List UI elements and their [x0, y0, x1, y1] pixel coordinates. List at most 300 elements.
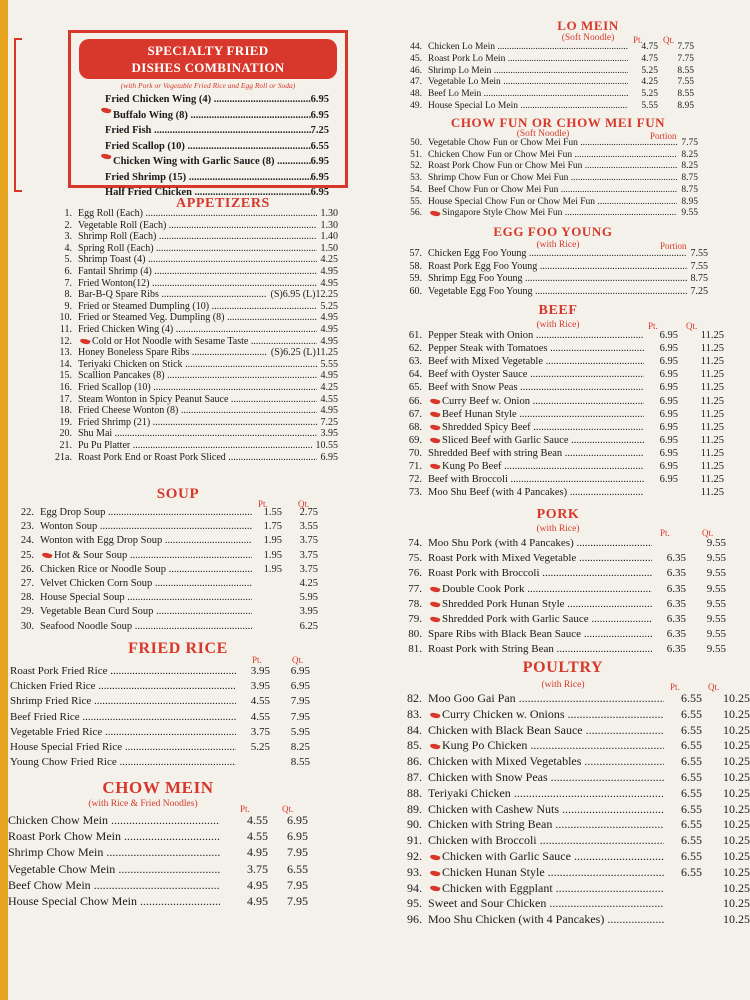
item-price-pint: 6.55 — [681, 785, 702, 800]
section-title-pork: PORK — [536, 507, 580, 522]
item-name-text: Roast Pork with Broccoli — [428, 567, 540, 580]
menu-item — [388, 486, 724, 499]
menu-item — [388, 786, 750, 802]
chili-pepper-icon — [429, 397, 440, 405]
menu-item — [388, 248, 708, 261]
item-name-text: Wonton with Egg Drop Soup — [40, 535, 163, 547]
item-number: 86. — [407, 754, 422, 769]
item-name — [428, 150, 677, 162]
chili-pepper-icon — [429, 423, 440, 431]
menu-item — [388, 723, 750, 739]
menu-item — [8, 620, 318, 634]
item-name-text: Vegetable Roll (Each) — [78, 219, 167, 231]
item-price-quart: 11.25 — [700, 434, 724, 446]
item-name — [428, 849, 664, 865]
item-price-quart: 11.25 — [700, 421, 724, 433]
item-price-pint: 4.25 — [641, 77, 658, 88]
item-price-pint: 6.55 — [681, 833, 702, 848]
combo-item-name: Fried Scallop (10) ..... — [105, 139, 311, 155]
item-number: 88. — [407, 785, 422, 800]
item-name-text: Pepper Steak with Onion — [428, 330, 534, 341]
item-name-text: Chicken Rice or Noodle Soup — [40, 563, 166, 575]
item-number: 4. — [64, 242, 72, 254]
item-price: 1.50 — [320, 242, 338, 254]
item-name-text: Velvet Chicken Corn Soup — [40, 578, 153, 589]
item-price: 6.95 — [320, 451, 338, 463]
item-name — [428, 447, 644, 460]
menu-item — [38, 405, 338, 417]
item-name — [40, 591, 252, 605]
item-number: 19. — [59, 416, 72, 428]
item-name-text: Sweet and Sour Chicken — [428, 896, 547, 911]
item-price: 10.55 — [315, 440, 338, 451]
item-number: 45. — [410, 53, 422, 64]
item-price-pint: 6.55 — [681, 754, 702, 769]
item-price-pint: 6.95 — [659, 382, 678, 394]
menu-item — [388, 865, 750, 881]
item-price: 9.55 — [681, 208, 698, 219]
menu-page — [8, 0, 750, 1000]
item-name-text: Chicken with Garlic Sauce — [442, 849, 571, 863]
item-price: 4.95 — [320, 266, 338, 277]
item-price-quart: 8.55 — [677, 89, 694, 100]
item-number: 57. — [409, 248, 422, 259]
item-number: 95. — [407, 896, 422, 911]
item-number: 75. — [408, 552, 422, 565]
item-number: 12. — [59, 335, 72, 347]
item-number: 52. — [410, 161, 422, 172]
item-price-quart: 11.25 — [700, 356, 724, 368]
item-name — [40, 620, 252, 634]
combo-subtitle: (with Pork or Vegetable Fried Rice and Egg Roll or Soda) — [120, 81, 296, 90]
item-price-pint: 5.25 — [641, 89, 658, 100]
item-number: 16. — [59, 382, 72, 393]
item-price-quart: 10.25 — [723, 691, 750, 705]
column-header-portion: Portion — [650, 131, 677, 141]
item-name-text: Moo Shu Pork (with 4 Pancakes) — [428, 537, 574, 549]
item-name-text: Moo Shu Chicken (with 4 Pancakes) — [428, 912, 605, 927]
column-header-portion: Portion — [660, 241, 687, 251]
item-name — [78, 301, 317, 313]
column-header-pt: Pt. — [240, 804, 250, 814]
column-header-pt: Pt. — [258, 499, 268, 509]
menu-item — [388, 566, 726, 581]
item-name-text: Cold or Hot Noodle with Sesame Taste — [92, 335, 249, 347]
menu-item — [388, 551, 726, 566]
item-price: 1.30 — [320, 219, 338, 231]
menu-item — [38, 359, 338, 371]
item-price-pint: 1.95 — [263, 549, 282, 561]
item-name-text: Sliced Beef with Garlic Sauce — [442, 434, 569, 446]
item-number: 80. — [408, 628, 422, 641]
item-price-quart: 11.25 — [700, 447, 724, 459]
section-title-chow_fun: CHOW FUN OR CHOW MEI FUN — [450, 115, 666, 130]
menu-item — [38, 324, 338, 336]
item-name — [428, 381, 644, 394]
item-number: 18. — [59, 405, 72, 417]
item-number: 6. — [64, 266, 72, 277]
item-price-pint: 6.95 — [659, 434, 678, 446]
section-subtitle-lo_mein: (Soft Noodle) — [561, 33, 615, 43]
item-price-quart: 6.95 — [287, 813, 308, 827]
chili-pepper-icon — [429, 209, 440, 217]
combo-item-name: Fried Chicken Wing (4) ..... — [105, 92, 311, 108]
item-price-quart: 11.25 — [700, 369, 724, 381]
item-price-pint: 6.55 — [681, 706, 702, 721]
item-name-text: House Special Chow Mein — [8, 894, 137, 908]
item-price-pint: 5.25 — [641, 65, 658, 76]
item-name — [40, 577, 252, 591]
item-name — [428, 786, 664, 802]
item-number: 96. — [407, 912, 422, 927]
combo-item-price: 7.25 — [310, 125, 329, 136]
item-name-text: Beef with Broccoli — [428, 474, 508, 486]
item-number: 91. — [407, 833, 422, 848]
item-price-quart: 11.25 — [700, 382, 724, 394]
item-price-pint: 6.55 — [681, 770, 702, 784]
item-price-quart: 8.55 — [677, 65, 694, 76]
item-price-pint: 6.95 — [659, 369, 678, 381]
item-number: 47. — [410, 77, 422, 88]
combo-title — [79, 39, 337, 79]
item-name-text: Roast Pork Lo Mein — [428, 53, 506, 64]
item-name — [428, 208, 677, 220]
item-name-text: Roast Pork Fried Rice — [10, 665, 108, 677]
item-number: 23. — [20, 521, 34, 533]
item-name — [428, 342, 644, 355]
menu-item — [388, 261, 708, 274]
item-number: 76. — [408, 567, 422, 580]
menu-item — [38, 278, 338, 290]
menu-item — [388, 434, 724, 447]
item-price-quart: 3.95 — [299, 606, 318, 618]
item-name — [428, 408, 644, 421]
item-price-pint: 1.55 — [263, 507, 282, 518]
item-name — [428, 642, 652, 657]
item-name-text: Egg Roll (Each) — [78, 208, 143, 219]
item-name — [428, 486, 644, 499]
item-price-quart: 10.25 — [723, 849, 750, 863]
item-number: 5. — [64, 254, 72, 266]
column-header-pt: Pt. — [660, 528, 670, 538]
item-number: 68. — [408, 421, 422, 433]
menu-item — [388, 912, 750, 928]
item-price-pint: 6.95 — [659, 395, 678, 407]
item-name — [10, 664, 236, 679]
item-price-pint: 6.35 — [666, 582, 686, 595]
item-price-pint: 6.35 — [666, 628, 686, 641]
item-price-pint: 1.95 — [263, 535, 282, 547]
combo-title-line-2: DISHES COMBINATION — [131, 60, 285, 75]
item-name — [428, 536, 652, 551]
item-price-quart: 10.25 — [723, 785, 750, 800]
chili-pepper-icon — [429, 885, 440, 893]
combo-item-name: Half Fried Chicken ..... — [105, 185, 311, 201]
item-name — [428, 738, 664, 754]
menu-item — [388, 770, 750, 786]
menu-item — [388, 329, 724, 342]
item-name-text: Kung Po Beef — [442, 461, 502, 472]
item-price-quart: 9.55 — [706, 643, 726, 656]
item-price-quart: 7.95 — [290, 695, 310, 708]
item-price-quart: 10.25 — [723, 864, 750, 879]
menu-item — [388, 408, 724, 421]
item-price-quart: 9.55 — [706, 613, 726, 625]
item-price-quart: 9.55 — [706, 567, 726, 580]
item-name — [428, 582, 652, 597]
item-price-quart: 10.25 — [723, 754, 750, 769]
item-name — [428, 77, 628, 89]
menu-item — [388, 627, 726, 642]
item-name — [78, 347, 267, 359]
item-price-quart: 10.25 — [723, 833, 750, 848]
item-name-text: Fried Cheese Wonton (8) — [78, 405, 179, 417]
item-name — [8, 877, 220, 893]
item-name-text: Shredded Pork with Garlic Sauce — [442, 613, 589, 625]
item-name-text: Beef with Oyster Sauce — [428, 369, 528, 381]
menu-item — [388, 612, 726, 627]
item-price-quart: 7.55 — [677, 77, 694, 88]
combo-item-price: 6.95 — [310, 187, 329, 198]
item-price: 7.55 — [690, 248, 708, 259]
item-name — [40, 520, 252, 534]
item-name — [428, 66, 628, 78]
column-header-pt: Pt. — [633, 35, 643, 45]
item-number: 27. — [20, 578, 34, 589]
item-price: 5.55 — [320, 358, 338, 370]
item-number: 15. — [59, 370, 72, 382]
section-title-soup: SOUP — [156, 486, 200, 502]
item-name-text: Roast Pork Chow Fun or Chow Mei Fun — [428, 161, 583, 172]
item-price: 4.95 — [320, 324, 338, 335]
item-price: 4.95 — [320, 335, 338, 347]
section-subtitle-chow_mein: (with Rice & Fried Noodles) — [88, 799, 198, 809]
item-name-text: House Special Soup — [40, 592, 125, 604]
item-price-quart: 10.25 — [723, 722, 750, 737]
item-price-pint: 6.95 — [659, 447, 678, 459]
item-price-quart: 9.55 — [706, 628, 726, 641]
item-name — [78, 243, 317, 255]
item-name-text: Roast Pork Chow Mein — [8, 829, 122, 844]
item-name-text: Shrimp Chow Mein — [8, 845, 104, 860]
item-number: 65. — [408, 382, 422, 394]
item-number: 74. — [408, 537, 422, 549]
item-price-pint: 6.55 — [681, 801, 702, 816]
item-number: 83. — [407, 706, 422, 721]
item-name — [428, 881, 664, 897]
item-name-text: Shrimp Toast (4) — [78, 254, 146, 266]
item-price: 1.30 — [320, 208, 338, 219]
combo-item-price: 6.55 — [310, 140, 329, 152]
menu-item — [38, 347, 338, 359]
item-price: 8.95 — [681, 196, 698, 207]
item-number: 85. — [407, 738, 422, 753]
item-price-quart: 9.55 — [706, 537, 726, 549]
item-price-pint: 4.75 — [641, 53, 658, 64]
item-price-quart: 11.25 — [700, 474, 724, 486]
item-price-pint: 3.95 — [250, 665, 270, 677]
item-price-pint: 6.95 — [659, 474, 678, 486]
item-name — [428, 434, 644, 447]
item-name — [428, 865, 664, 881]
item-name — [10, 679, 236, 694]
item-price-quart: 8.55 — [290, 756, 310, 769]
item-price-pint: 4.95 — [247, 877, 268, 892]
item-name — [428, 185, 677, 197]
menu-item — [38, 312, 338, 324]
item-price-quart: 3.75 — [299, 549, 318, 561]
red-border-decoration — [14, 38, 22, 192]
item-price: 8.25 — [681, 161, 698, 172]
section-title-lo_mein: LO MEIN — [557, 18, 619, 33]
menu-item — [388, 273, 708, 286]
item-name — [428, 627, 652, 642]
item-price-quart: 7.95 — [287, 877, 308, 892]
menu-item — [388, 286, 708, 299]
chili-pepper-icon — [429, 436, 440, 444]
item-number: 92. — [407, 849, 422, 863]
item-number: 58. — [409, 260, 422, 272]
column-header-qt: Qt. — [282, 804, 294, 814]
item-name — [428, 248, 687, 261]
item-price-quart: 11.25 — [700, 343, 724, 355]
item-number: 90. — [407, 817, 422, 832]
item-name-text: Beef Hunan Style — [442, 408, 517, 420]
item-name — [78, 336, 317, 348]
item-price-quart: 7.95 — [287, 845, 308, 860]
item-name-text: Egg Drop Soup — [40, 507, 106, 518]
item-name — [10, 710, 236, 725]
item-name-text: Beef Fried Rice — [10, 710, 80, 723]
item-name-text: Fried Wonton(12) — [78, 277, 150, 289]
menu-item — [388, 101, 694, 113]
menu-item — [388, 197, 698, 209]
item-name — [40, 549, 252, 563]
menu-item — [38, 208, 338, 220]
item-name-text: Vegetable Chow Fun or Chow Mei Fun — [428, 138, 578, 148]
item-number: 29. — [20, 606, 34, 618]
column-header-qt: Qt. — [298, 499, 310, 509]
item-number: 71. — [408, 461, 422, 472]
item-number: 28. — [20, 592, 34, 604]
item-price-pint: 4.55 — [247, 829, 268, 844]
item-name-text: Seafood Noodle Soup — [40, 620, 133, 632]
item-price-quart: 8.95 — [677, 101, 694, 111]
item-price-quart: 10.25 — [723, 801, 750, 816]
item-name-text: Vegetable Lo Mein — [428, 77, 501, 88]
item-price-pint: 4.75 — [641, 42, 658, 52]
item-number: 60. — [409, 285, 422, 297]
item-number: 7. — [64, 277, 72, 289]
item-name — [78, 452, 317, 464]
item-price-pint: 6.55 — [681, 691, 702, 705]
item-price-quart: 2.75 — [299, 507, 318, 518]
item-price-quart: 6.25 — [299, 620, 318, 632]
item-name — [428, 707, 664, 723]
menu-item — [388, 833, 750, 849]
item-name — [428, 597, 652, 612]
item-number: 54. — [410, 184, 422, 195]
item-name — [428, 817, 664, 833]
menu-item — [388, 395, 724, 408]
menu-item — [8, 861, 308, 877]
item-price-quart: 10.25 — [723, 912, 750, 927]
menu-item — [388, 381, 724, 394]
item-name — [78, 254, 317, 266]
item-name-text: Fantail Shrimp (4) — [78, 266, 152, 277]
item-name — [78, 289, 267, 301]
item-name-text: Wonton Soup — [40, 521, 98, 533]
menu-item — [38, 417, 338, 429]
item-price-pint: 6.35 — [666, 567, 686, 580]
item-number: 70. — [408, 447, 422, 459]
item-price-pint: 5.55 — [641, 101, 658, 111]
item-name — [428, 101, 628, 113]
item-name — [428, 42, 628, 54]
item-number: 14. — [59, 358, 72, 370]
menu-item — [388, 802, 750, 818]
item-price-pint: 5.25 — [250, 741, 270, 753]
item-price-quart: 6.95 — [287, 829, 308, 844]
menu-item — [388, 642, 726, 657]
menu-item — [388, 896, 750, 912]
menu-item — [8, 893, 308, 909]
item-name-text: Shrimp Roll (Each) — [78, 231, 157, 243]
menu-item — [38, 370, 338, 382]
item-price-quart: 11.25 — [700, 461, 724, 472]
item-price-quart: 6.95 — [290, 680, 310, 693]
item-name — [428, 473, 644, 486]
menu-item — [388, 368, 724, 381]
item-price: 4.95 — [320, 312, 338, 324]
item-price-pint: 4.55 — [247, 813, 268, 827]
item-price-pint: 3.75 — [250, 725, 270, 738]
chili-pepper-icon — [429, 585, 440, 593]
menu-item — [38, 452, 338, 464]
item-price: 4.95 — [320, 370, 338, 382]
item-name — [428, 896, 664, 912]
item-name — [8, 861, 220, 877]
menu-item — [38, 440, 338, 452]
item-price-quart: 8.25 — [290, 741, 310, 753]
column-header-qt: Qt. — [686, 321, 698, 331]
item-number: 87. — [407, 770, 422, 784]
item-price: (S)6.25 (L)11.25 — [270, 347, 338, 359]
menu-item — [38, 301, 338, 313]
item-number: 59. — [409, 273, 422, 284]
item-name-text: Chicken Lo Mein — [428, 42, 496, 52]
item-number: 61. — [408, 330, 422, 341]
menu-item — [388, 754, 750, 770]
menu-item — [8, 755, 310, 770]
section-title-beef: BEEF — [538, 303, 578, 318]
menu-item — [8, 694, 310, 709]
item-name-text: Chicken Fried Rice — [10, 680, 96, 693]
menu-item — [8, 740, 310, 755]
chili-pepper-icon — [429, 869, 440, 877]
chili-pepper-icon — [429, 463, 440, 471]
item-name-text: Chicken with Snow Peas — [428, 770, 548, 784]
item-name-text: Beef Lo Mein — [428, 89, 482, 100]
combo-item-price: 6.95 — [310, 156, 329, 167]
item-number: 69. — [408, 434, 422, 446]
item-price: 7.55 — [690, 260, 708, 272]
menu-item — [388, 738, 750, 754]
item-name-text: Chicken with Eggplant — [442, 880, 553, 895]
item-price-quart: 7.75 — [677, 42, 694, 52]
item-price-quart: 10.25 — [723, 770, 750, 784]
item-price-pint: 4.55 — [250, 695, 270, 708]
